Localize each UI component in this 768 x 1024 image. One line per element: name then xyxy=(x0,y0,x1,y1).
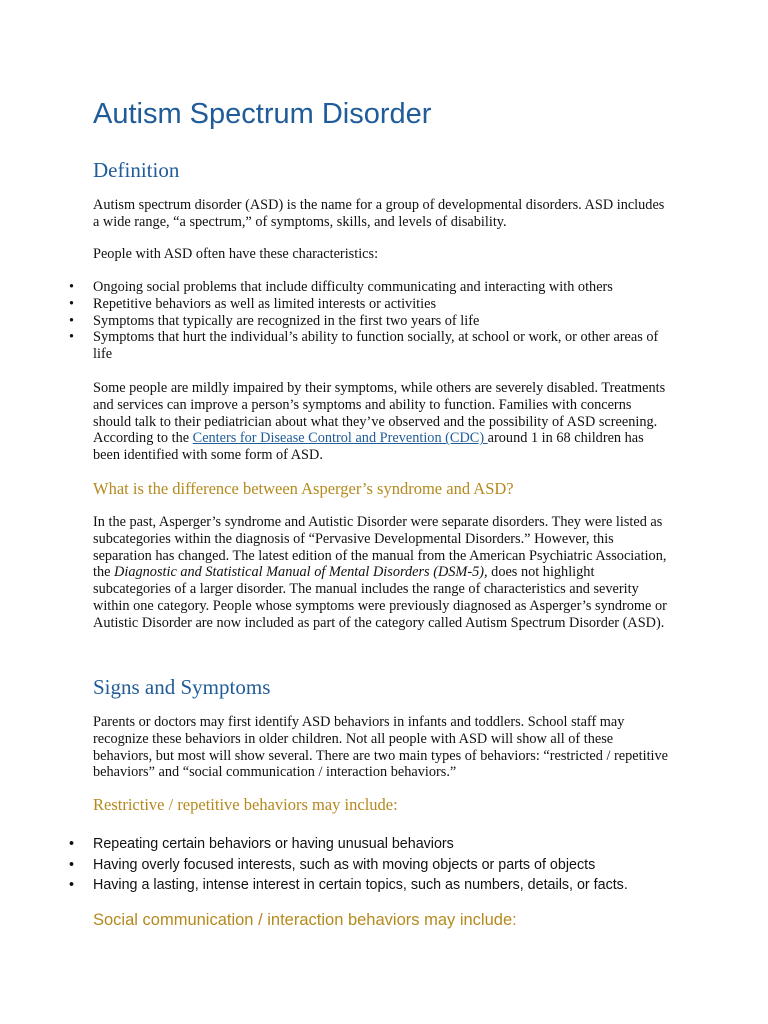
list-item: • Ongoing social problems that include difficulty communicating and interacting with others xyxy=(93,279,673,296)
characteristics-list xyxy=(93,279,673,363)
paragraph-text: In the past, Asperger’s syndrome and Autistic Disorder were separate disorders. They were listed as subcategories within the diagnosis of “Pervasive Developmental Disorders.” However, this separation has changed. The latest edition of the manual from the American Psychiatric Association, the xyxy=(93,514,667,581)
social-heading: Social communication / interaction behaviors may include: xyxy=(93,911,517,929)
asperger-heading: What is the difference between Asperger’s syndrome and ASD? xyxy=(93,479,514,498)
definition-paragraph-3 xyxy=(93,380,673,464)
definition-heading: Definition xyxy=(93,158,180,182)
paragraph-text: around 1 in 68 children has been identified with some form of ASD. xyxy=(93,430,644,464)
list-item: • Repeating certain behaviors or having unusual behaviors xyxy=(93,834,673,855)
cdc-link[interactable]: Centers for Disease Control and Prevention (CDC) xyxy=(192,430,488,447)
asperger-paragraph xyxy=(93,514,673,632)
paragraph-text: does not highlight subcategories of a larger disorder. The manual includes the range of characteristics and severity within one category. People whose symptoms were previously diagnosed as Asperger’s syndrome or Autistic Disorder are now included as part of the category called Autism Spectrum Disorder (ASD). xyxy=(93,564,667,631)
list-item: • Having overly focused interests, such as with moving objects or parts of objects xyxy=(93,855,673,876)
signs-heading: Signs and Symptoms xyxy=(93,675,271,699)
list-item: • Having a lasting, intense interest in certain topics, such as numbers, details, or facts. xyxy=(93,875,673,896)
signs-paragraph: Parents or doctors may first identify ASD behaviors in infants and toddlers. School staff may recognize these behaviors in older children. Not all people with ASD will show all of these behaviors, but most will show several. There are two main types of behaviors: “restricted / repetitive behaviors” and “social communication / interaction behaviors.” xyxy=(93,714,669,781)
dsm-title: Diagnostic and Statistical Manual of Mental Disorders (DSM-5), xyxy=(114,564,488,581)
restrictive-list xyxy=(93,834,673,896)
restrictive-heading: Restrictive / repetitive behaviors may include: xyxy=(93,795,398,814)
list-item: • Symptoms that typically are recognized in the first two years of life xyxy=(93,313,673,330)
list-item: • Repetitive behaviors as well as limited interests or activities xyxy=(93,296,673,313)
paragraph-text: Some people are mildly impaired by their symptoms, while others are severely disabled. Treatments and services can improve a person’s symptoms and ability to function. Families with concerns should talk to their pediatrician about what they’ve observed and the possibility of ASD screening. According to the xyxy=(93,380,666,447)
list-item: • Symptoms that hurt the individual’s ability to function socially, at school or work, or other areas of life xyxy=(93,329,673,363)
definition-paragraph-1: Autism spectrum disorder (ASD) is the name for a group of developmental disorders. ASD includes a wide range, “a spectrum,” of symptoms, skills, and levels of disability. xyxy=(93,197,665,230)
definition-paragraph-2: People with ASD often have these characteristics: xyxy=(93,246,379,262)
document-title: Autism Spectrum Disorder xyxy=(93,98,432,130)
